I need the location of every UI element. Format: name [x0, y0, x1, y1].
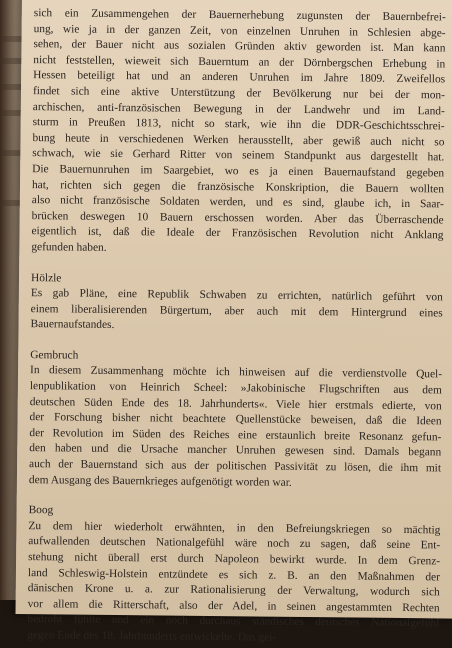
text-line: dem Ausgang des Bauernkrieges aufgenötigt worden war. [28, 473, 292, 489]
text-line: nicht feststellen, wieweit sich Bauerntum an der Dörnbergschen Erhebung in [33, 53, 446, 71]
text-line: der Revolution im Süden des Reiches eine erstaunlich breite Resonanz gefun- [29, 426, 442, 444]
paragraph-hoelzle [30, 286, 442, 337]
text-line: also nicht französische Soldaten werden, und es sind, glaube ich, in Saar- [31, 194, 444, 211]
text-line: der Forschung bisher nicht beachtete Quellenstücke beweisen, daß die Ideen [29, 411, 442, 428]
text-line: schwach, wie sie Gerhard Ritter von seinem Standpunkt aus dargestellt hat. [32, 147, 445, 164]
text-line: sich ein Zusammengehen der Bauernerhebung zugunsten der Bauernbefrei- [33, 7, 446, 24]
text-line: Hessen beteiligt hat und an anderen Unruhen im Jahre 1809. Zweifellos [33, 69, 446, 86]
book-page [16, 0, 452, 644]
text-line: auch der Bauernstand sich aus der politischen Passivität zu lösen, die ihm mit [29, 458, 442, 475]
text-line: bedroht fühlte und ein noch durchaus ständisches deutsches Nationalgefühl [27, 613, 440, 630]
text-line: gefunden haben. [31, 241, 107, 254]
text-line: deutschen Süden Ende des 18. Jahrhunderts«. Viele hier erstmals edierte, von [29, 395, 442, 413]
text-line: den haben und die Ursache mancher Unruhen gewesen sind. Damals begann [29, 442, 442, 459]
text-line: einem liberalisierenden Bürgertum, aber auch mit dem Hintergrund eines [30, 302, 443, 320]
page-text-block [27, 6, 446, 648]
text-line: sturm in Preußen 1813, nicht so stark, wie ihn die DDR-Geschichtsschrei- [32, 116, 445, 133]
text-line: land Schleswig-Holstein entzündete es sich z. B. an den Maßnahmen der [27, 566, 440, 584]
text-line: Die Bauernunruhen im Saargebiet, wo es ja einen Bauernaufstand gegeben [32, 163, 445, 180]
text-line: hat, richten sich gegen die französische Konskription, die Bauern wollten [31, 178, 445, 195]
text-line: bung heute in verschiedenen Werken herausstellt, aber gewiß auch nicht so [32, 131, 445, 149]
text-line: gegen Ende des 18. Jahrhunderts entwickelte. Das gei- [27, 629, 277, 644]
text-line: aufwallenden deutschen Nationalgefühl wäre noch zu sagen, daß seine Ent- [28, 535, 441, 552]
speaker-name-hoelzle: Hölzle [30, 271, 62, 284]
speaker-name-gembruch: Gembruch [30, 348, 79, 362]
text-line: In diesem Zusammenhang möchte ich hinweisen auf die verdienstvolle Quel- [29, 364, 443, 381]
text-line: stehung nicht überall erst durch Napoleon bewirkt wurde. In dem Grenz- [28, 551, 441, 568]
text-line: lenpublikation von Heinrich Scheel: »Jakobinische Flugschriften aus dem [29, 380, 442, 397]
text-line: brücken deswegen 10 Bauern erschossen worden. Aber das Überraschende [31, 209, 444, 227]
text-line: findet sich eine aktive Unterstützung der Bevölkerung nur bei der mon- [32, 85, 446, 102]
text-line: Bauernaufstandes. [30, 318, 115, 332]
text-line: archischen, anti-französischen Bewegung in der Landwehr und im Land- [32, 100, 445, 117]
text-line: Zu dem hier wiederholt erwähnten, in den Befreiungskriegen so mächtig [28, 519, 441, 537]
paragraph-opening [31, 6, 446, 260]
text-line: Es gab Pläne, eine Republik Schwaben zu errichten, natürlich geführt von [30, 287, 443, 304]
text-line: vor allem die Ritterschaft, also der Adel, in seinen angestammten Rechten [27, 597, 440, 615]
text-line: eigentlich ist, daß die Ideale der Französischen Revolution nicht Anklang [31, 225, 444, 242]
speaker-name-boog: Boog [28, 504, 54, 517]
paragraph-boog [27, 519, 440, 648]
text-line: sehen, der Bauer nicht aus sozialen Gründen aktiv geworden ist. Man kann [33, 38, 446, 55]
paragraph-gembruch [29, 364, 442, 493]
text-line: dänischen Krone u. a. zur Rationalisierung der Verwaltung, wodurch sich [27, 582, 440, 599]
text-line: ung, wie ja in der ganzen Zeit, von einzelnen Unruhen in Schlesien abge- [33, 22, 446, 40]
